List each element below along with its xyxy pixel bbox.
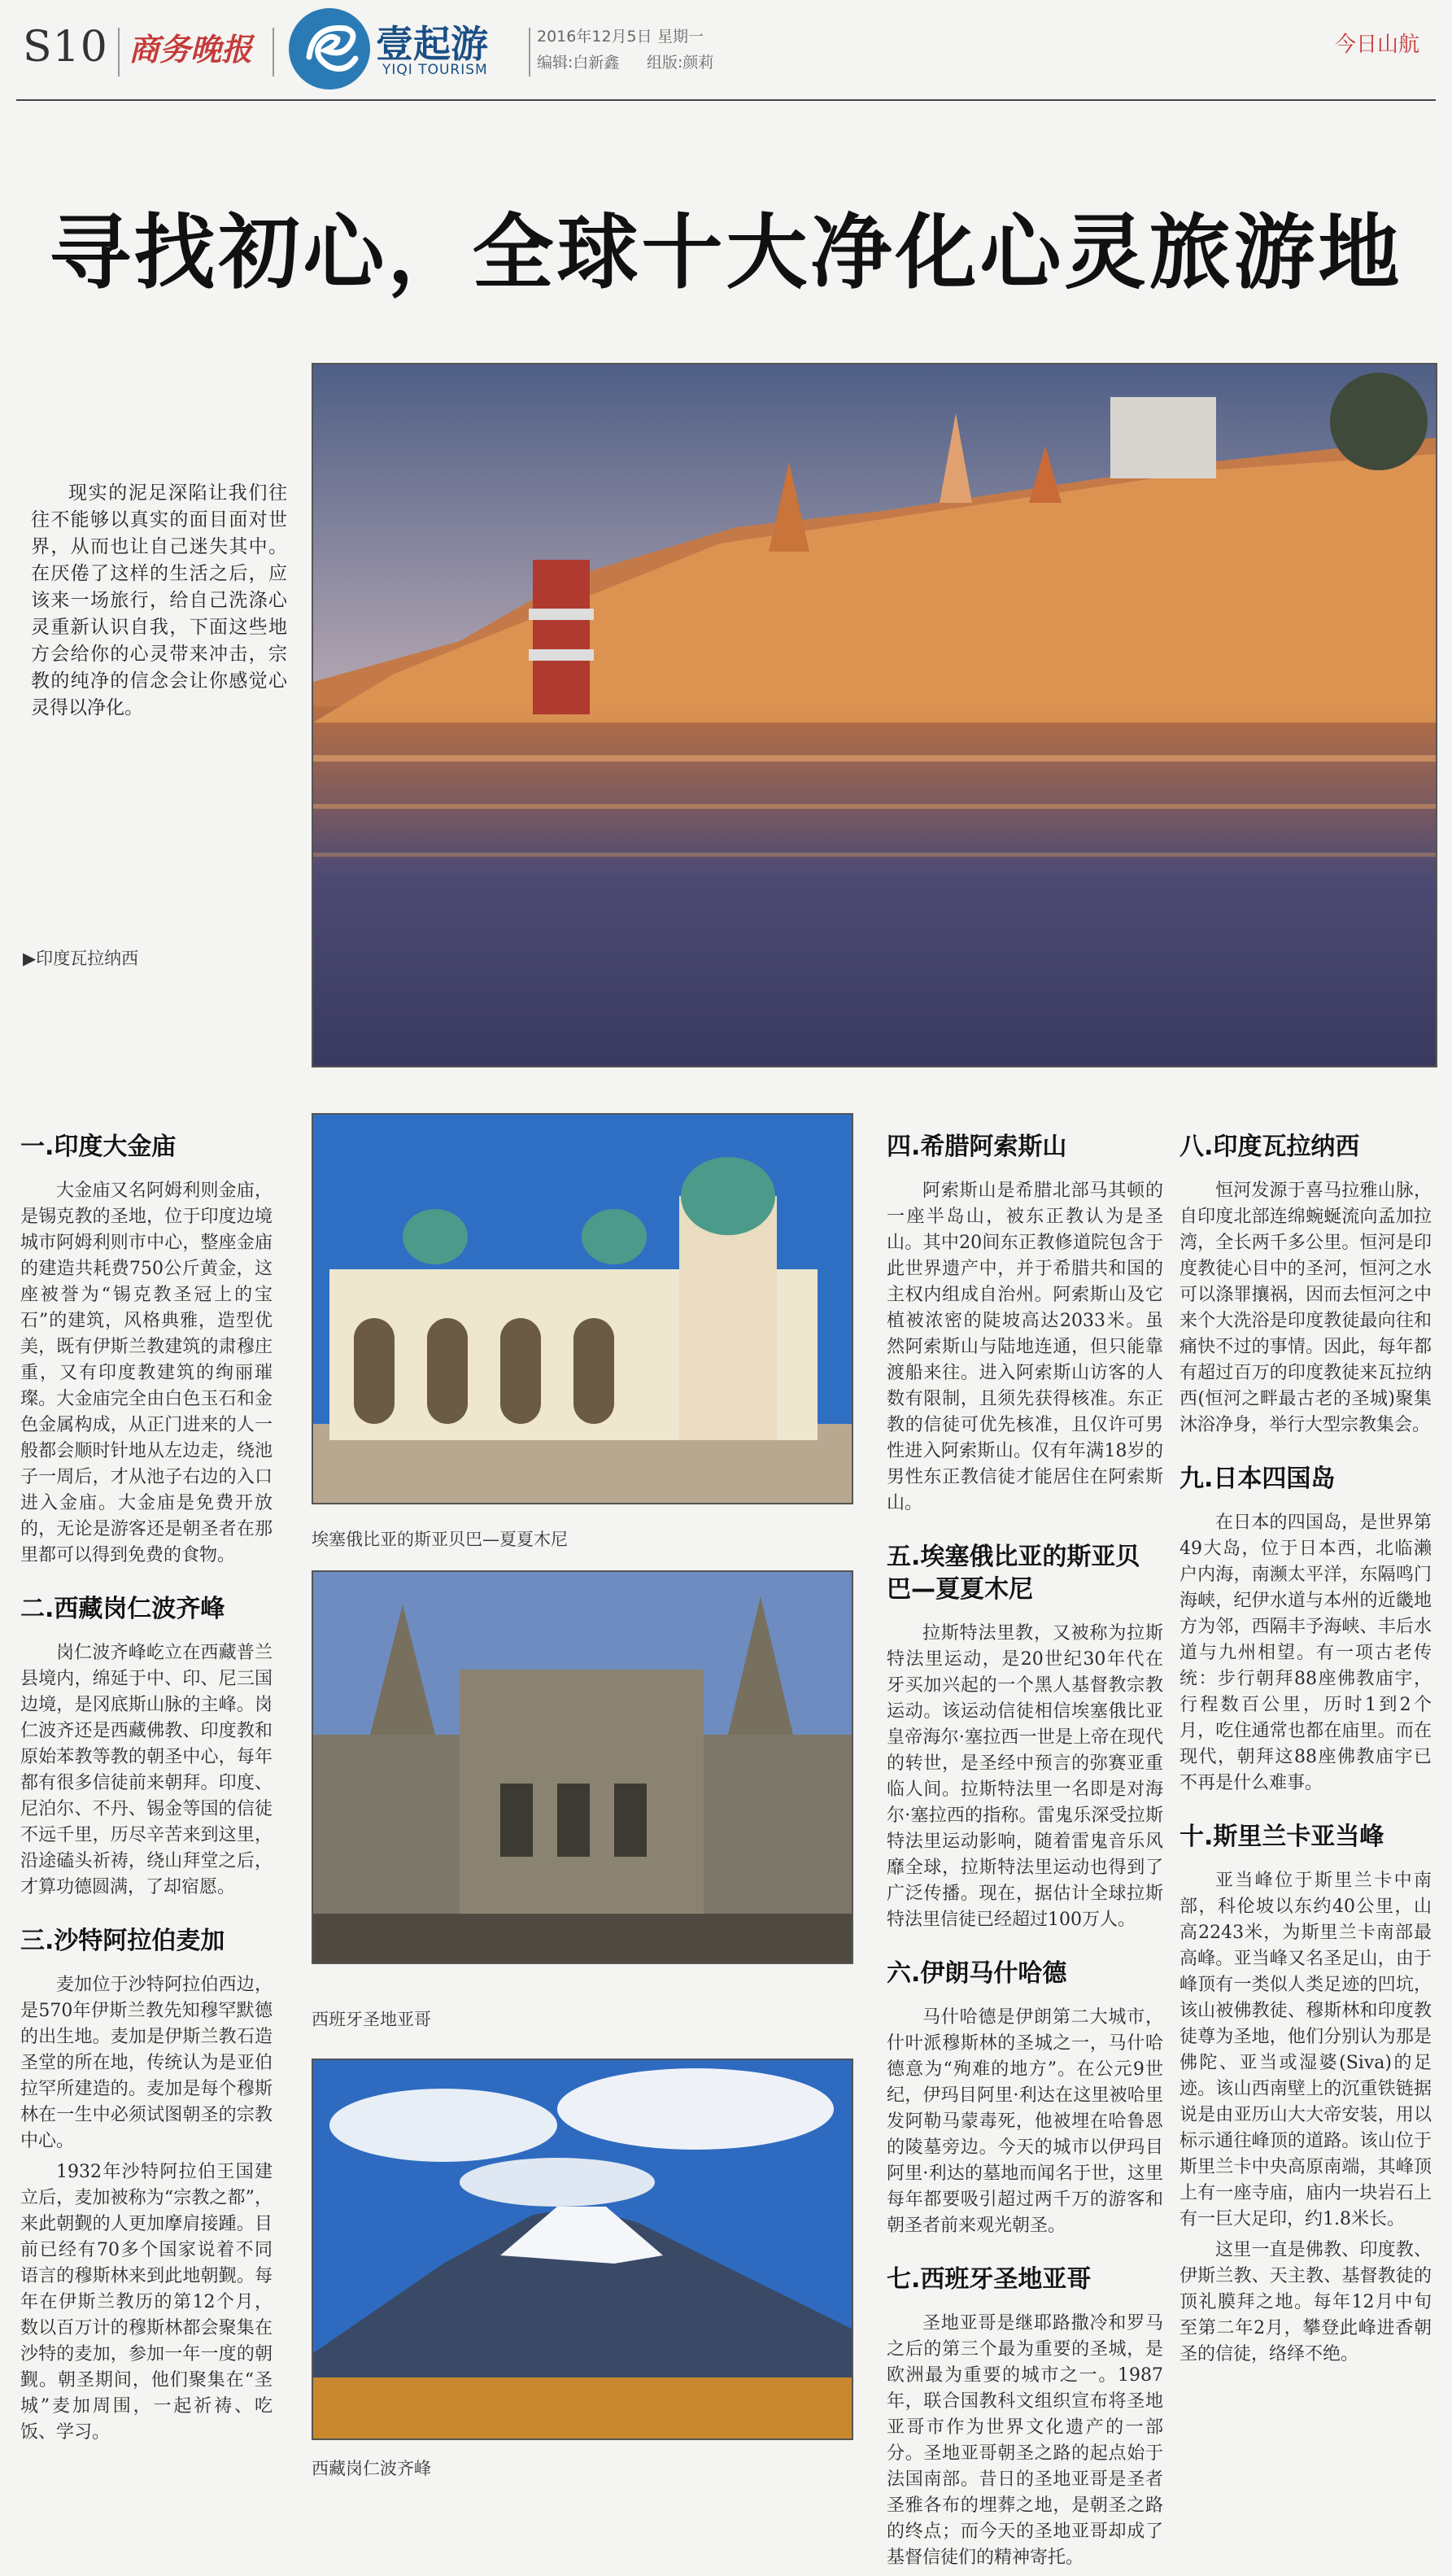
intro-paragraph: 现实的泥足深陷让我们往往不能够以真实的面目面对世界，从而也让自己迷失其中。在厌倦了这样的生活之后，应该来一场旅行，给自己洗涤心灵重新认识自我，下面这些地方会给你的心灵带来冲击，宗教的纯净的信念会让你感觉心灵得以净化。 [31, 482, 287, 718]
section-paragraph: 1932年沙特阿拉伯王国建立后，麦加被称为“宗教之都”，来此朝觐的人更加摩肩接踵。目前已经有70多个国家说着不同语言的穆斯林来到此地朝觐。每年在伊斯兰教历的第12个月，数以百万计的穆斯林都会聚集在沙特的麦加，参加一年一度的朝觐。朝圣期间，他们聚集在“圣城”麦加周围，一起祈祷、吃饭、学习。 [20, 2162, 273, 2443]
section-title: 十.斯里兰卡亚当峰 [1179, 1823, 1384, 1851]
section-title: 六.伊朗马什哈德 [887, 1959, 1067, 1988]
section-paragraph: 圣地亚哥是继耶路撒冷和罗马之后的第三个最为重要的圣城，是欧洲最为重要的城市之一。1987年，联合国教科文组织宣布将圣地亚哥市作为世界文化遗产的一部分。圣地亚哥朝圣之路的起点始于法国南部。昔日的圣地亚哥是圣者圣雅各布的埋葬之地，是朝圣之路的终点；而今天的圣地亚哥却成了基督信徒们的精神寄托。 [887, 2313, 1163, 2568]
section-title: 五.埃塞俄比亚的斯亚贝巴—夏夏木尼 [887, 1543, 1140, 1604]
brand-subtitle: YIQI TOURISM [382, 62, 488, 78]
section-paragraph: 阿索斯山是希腊北部马其顿的一座半岛山，被东正教认为是圣山。其中20间东正教修道院包含于此世界遗产中，并于希腊共和国的主权内组成自治州。阿索斯山及它植被浓密的陡坡高达2033米。虽然阿索斯山与陆地连通，但只能靠渡船来往。进入阿索斯山访客的人数有限制，且须先获得核准。东正教的信徒可优先核准，且仅许可男性进入阿索斯山。仅有年满18岁的男性东正教信徒才能居住在阿索斯山。 [887, 1181, 1163, 1513]
section-title: 一.印度大金庙 [20, 1133, 177, 1161]
article-column-3 [1179, 1131, 1432, 2373]
layout-credit: 组版:颜莉 [647, 54, 714, 72]
section-title: 八.印度瓦拉纳西 [1179, 1133, 1360, 1161]
section-paragraph: 恒河发源于喜马拉雅山脉，自印度北部连绵蜿蜒流向孟加拉湾，全长两千多公里。恒河是印度教徒心目中的圣河，恒河之水可以涤罪攘祸，因而去恒河之中来个大洗浴是印度教徒最向往和痛快不过的事情。因此，每年都有超过百万的印度教徒来瓦拉纳西(恒河之畔最古老的圣城)聚集沐浴净身，举行大型宗教集会。 [1179, 1181, 1432, 1435]
header-divider [273, 28, 274, 76]
header-divider [529, 28, 530, 76]
tibet-caption: 西藏岗仁波齐峰 [312, 2459, 431, 2478]
page-section-tag: 今日山航 [1334, 33, 1419, 57]
section-title: 二.西藏岗仁波齐峰 [20, 1595, 225, 1623]
paper-name: 商务晚报 [129, 31, 253, 68]
page-number: S10 [23, 23, 108, 72]
varanasi-photo [312, 363, 1437, 1068]
section-paragraph: 拉斯特法里教，又被称为拉斯特法里运动，是20世纪30年代在牙买加兴起的一个黑人基督教宗教运动。该运动信徒相信埃塞俄比亚皇帝海尔·塞拉西一世是上帝在现代的转世，是圣经中预言的弥赛亚重临人间。拉斯特法里一名即是对海尔·塞拉西的指称。雷鬼乐深受拉斯特法里运动影响，随着雷鬼音乐风靡全球，拉斯特法里运动也得到了广泛传播。现在，据估计全球拉斯特法里信徒已经超过100万人。 [887, 1623, 1163, 1930]
section-paragraph: 在日本的四国岛，是世界第49大岛，位于日本西，北临濑户内海，南濒太平洋，东隔鸣门海峡，纪伊水道与本州的近畿地方为邻，西隔丰予海峡、丰后水道与九州相望。有一项古老传统：步行朝拜88座佛教庙宇，行程数百公里，历时1到2个月，吃住通常也都在庙里。而在现代，朝拜这88座佛教庙宇已不再是什么难事。 [1179, 1513, 1432, 1793]
ethiopia-photo [312, 1113, 853, 1504]
section-title: 四.希腊阿索斯山 [887, 1133, 1067, 1161]
article-column-1 [20, 1131, 273, 2451]
section-title: 九.日本四国岛 [1179, 1465, 1336, 1493]
tibet-photo [312, 2059, 853, 2440]
issue-date: 2016年12月5日 [537, 28, 652, 46]
section-paragraph: 亚当峰位于斯里兰卡中南部，科伦坡以东约40公里，山高2243米，为斯里兰卡南部最高峰。亚当峰又名圣足山，由于峰顶有一类似人类足迹的凹坑，该山被佛教徒、穆斯林和印度教徒尊为圣地，他们分别认为那是佛陀、亚当或湿婆(Siva)的足迹。该山西南壁上的沉重铁链据说是由亚历山大大帝安装，用以标示通往峰顶的道路。该山位于斯里兰卡中央高原南端，其峰顶上有一座寺庙，庙内一块岩石上有一巨大足印，约1.8米长。 [1179, 1871, 1432, 2229]
section-paragraph: 麦加位于沙特阿拉伯西边，是570年伊斯兰教先知穆罕默德的出生地。麦加是伊斯兰教石造圣堂的所在地，传统认为是亚伯拉罕所建造的。麦加是每个穆斯林在一生中必须试图朝圣的宗教中心。 [20, 1975, 273, 2151]
main-photo-caption: ▶印度瓦拉纳西 [23, 949, 139, 968]
header-divider [118, 28, 120, 76]
section-title: 三.沙特阿拉伯麦加 [20, 1927, 225, 1955]
header-rule [16, 99, 1436, 101]
spain-caption: 西班牙圣地亚哥 [312, 2010, 431, 2029]
page-headline: 寻找初心，全球十大净化心灵旅游地 [49, 205, 1403, 300]
issue-weekday: 星期一 [657, 28, 704, 46]
spain-photo [312, 1570, 853, 1964]
brand-name: 壹起游 [376, 22, 488, 66]
article-column-2 [887, 1131, 1163, 2576]
brand-logo-icon [289, 8, 370, 90]
section-paragraph: 马什哈德是伊朗第二大城市，什叶派穆斯林的圣城之一，马什哈德意为“殉难的地方”。在公元9世纪，伊玛目阿里·利达在这里被哈里发阿勒马蒙毒死，他被埋在哈鲁恩的陵墓旁边。今天的城市以伊玛目阿里·利达的墓地而闻名于世，这里每年都要吸引超过两千万的游客和朝圣者前来观光朝圣。 [887, 2007, 1163, 2236]
section-paragraph: 大金庙又名阿姆利则金庙，是锡克教的圣地，位于印度边境城市阿姆利则市中心，整座金庙的建造共耗费750公斤黄金，这座被誉为“锡克教圣冠上的宝石”的建筑，风格典雅，造型优美，既有伊斯兰教建筑的肃穆庄重，又有印度教建筑的绚丽璀璨。大金庙完全由白色玉石和金色金属构成，从正门进来的人一般都会顺时针地从左边走，绕池子一周后，才从池子右边的入口进入金庙。大金庙是免费开放的，无论是游客还是朝圣者在那里都可以得到免费的食物。 [20, 1181, 273, 1565]
section-paragraph: 岗仁波齐峰屹立在西藏普兰县境内，绵延于中、印、尼三国边境，是冈底斯山脉的主峰。岗仁波齐还是西藏佛教、印度教和原始苯教等教的朝圣中心，每年都有很多信徒前来朝拜。印度、尼泊尔、不丹、锡金等国的信徒不远千里，历尽辛苦来到这里，沿途磕头祈祷，绕山拜堂之后，才算功德圆满，了却宿愿。 [20, 1643, 273, 1897]
ethiopia-caption: 埃塞俄比亚的斯亚贝巴—夏夏木尼 [312, 1530, 568, 1549]
editor-credit: 编辑:白新鑫 [537, 54, 620, 72]
section-paragraph: 这里一直是佛教、印度教、伊斯兰教、天主教、基督教徒的顶礼膜拜之地。每年12月中旬至第二年2月，攀登此峰进香朝圣的信徒，络绎不绝。 [1179, 2240, 1432, 2364]
section-title: 七.西班牙圣地亚哥 [887, 2265, 1092, 2294]
